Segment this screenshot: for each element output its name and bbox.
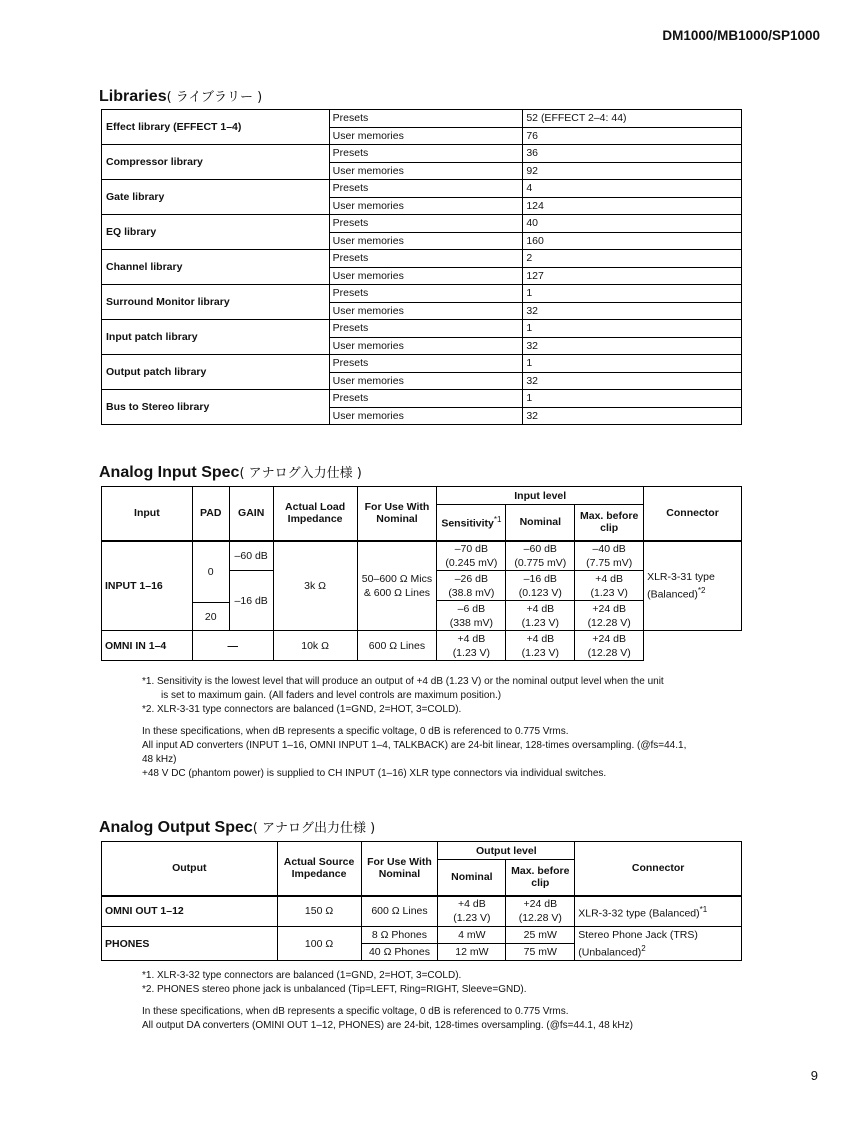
analog-output-title-en: Analog Output Spec xyxy=(99,819,253,836)
user-memories-value: 160 xyxy=(523,232,742,250)
r3-s: –6 dB xyxy=(457,602,486,615)
presets-value: 2 xyxy=(523,250,742,268)
presets-value: 4 xyxy=(523,180,742,198)
library-name: Surround Monitor library xyxy=(102,285,330,320)
pad-0: 0 xyxy=(192,541,229,603)
hdr-nominal-use: For Use With Nominal xyxy=(357,487,437,541)
analog-output-title xyxy=(99,817,375,837)
hdr-sensitivity-text: Sensitivity xyxy=(441,517,494,530)
presets-label: Presets xyxy=(329,110,523,128)
presets-value: 1 xyxy=(523,355,742,373)
r1-s2: (0.245 mV) xyxy=(445,556,498,569)
r2-m2: (1.23 V) xyxy=(590,586,628,599)
omni-m: +24 dB xyxy=(592,632,626,645)
omni-n2: (1.23 V) xyxy=(521,646,559,659)
r3-sensitivity xyxy=(437,601,506,631)
phones-conn-mark: 2 xyxy=(641,943,646,953)
phones-conn-text: Stereo Phone Jack (TRS) xyxy=(578,928,698,941)
input-note-4: All input AD converters (INPUT 1–16, OMNI INPUT 1–4, TALKBACK) are 24-bit linear, 128-times oversampling. (@fs=44.1, xyxy=(142,740,687,751)
r1-m2: (7.75 mV) xyxy=(586,556,633,569)
phones-8-max: 25 mW xyxy=(506,927,575,944)
r1-n2: (0.775 mV) xyxy=(514,556,567,569)
library-row xyxy=(102,110,742,128)
phones-conn xyxy=(575,927,742,961)
omni-out-use: 600 Ω Lines xyxy=(361,896,438,927)
presets-label: Presets xyxy=(329,180,523,198)
hdr-gain: GAIN xyxy=(229,487,273,541)
r2-s: –26 dB xyxy=(454,572,488,585)
library-name: Bus to Stereo library xyxy=(102,390,330,425)
user-memories-value: 127 xyxy=(523,267,742,285)
r3-m: +24 dB xyxy=(592,602,626,615)
user-memories-label: User memories xyxy=(329,162,523,180)
library-row xyxy=(102,285,742,303)
phones-40-nominal: 12 mW xyxy=(438,944,506,961)
omni-in-max xyxy=(575,631,644,661)
input-note-2: *2. XLR-3-31 type connectors are balanced (1=GND, 2=HOT, 3=COLD). xyxy=(142,704,462,715)
r2-m: +4 dB xyxy=(595,572,624,585)
analog-input-title-en: Analog Input Spec xyxy=(99,464,240,481)
input-note-4b: 48 kHz) xyxy=(142,754,177,765)
page-number: 9 xyxy=(810,1068,818,1083)
input-1-16: INPUT 1–16 xyxy=(102,541,193,631)
r3-m2: (12.28 V) xyxy=(587,616,631,629)
hdr-sensitivity-mark: *1 xyxy=(493,515,502,524)
user-memories-value: 32 xyxy=(523,407,742,425)
omni-out-conn-text: XLR-3-32 type (Balanced) xyxy=(578,907,700,919)
library-name: Channel library xyxy=(102,250,330,285)
presets-value: 52 (EFFECT 2–4: 44) xyxy=(523,110,742,128)
omni-in-pad: — xyxy=(192,631,273,661)
phones-40-max: 75 mW xyxy=(506,944,575,961)
phones-conn-unbal: (Unbalanced) xyxy=(578,946,642,959)
input-note-5: +48 V DC (phantom power) is supplied to CH INPUT (1–16) XLR type connectors via individual switches. xyxy=(142,768,607,779)
libraries-title xyxy=(99,86,262,106)
libraries-title-jp: ( ライブラリー ) xyxy=(166,90,263,105)
out-hdr-output-level: Output level xyxy=(438,842,575,860)
r1-nominal xyxy=(506,541,575,571)
r2-nominal xyxy=(506,571,575,601)
library-name: Compressor library xyxy=(102,145,330,180)
r3-nominal xyxy=(506,601,575,631)
out-hdr-nominal: Nominal xyxy=(438,860,506,896)
r2-max xyxy=(575,571,644,601)
presets-label: Presets xyxy=(329,215,523,233)
user-memories-label: User memories xyxy=(329,407,523,425)
out-hdr-output: Output xyxy=(102,842,278,896)
user-memories-label: User memories xyxy=(329,337,523,355)
phones-40-use: 40 Ω Phones xyxy=(361,944,438,961)
output-note-1: *1. XLR-3-32 type connectors are balanced (1=GND, 2=HOT, 3=COLD). xyxy=(142,970,462,981)
analog-input-title-jp: ( アナログ入力仕様 ) xyxy=(239,466,362,481)
omni-in-use: 600 Ω Lines xyxy=(357,631,437,661)
libraries-title-en: Libraries xyxy=(99,88,167,105)
library-row xyxy=(102,250,742,268)
omni-in-nominal xyxy=(506,631,575,661)
analog-input-notes xyxy=(142,675,686,781)
conn-input-bal: (Balanced) xyxy=(647,588,698,601)
presets-label: Presets xyxy=(329,145,523,163)
presets-label: Presets xyxy=(329,320,523,338)
user-memories-label: User memories xyxy=(329,267,523,285)
presets-value: 40 xyxy=(523,215,742,233)
phones: PHONES xyxy=(102,927,278,961)
phones-8-nominal: 4 mW xyxy=(438,927,506,944)
user-memories-label: User memories xyxy=(329,127,523,145)
omni-in-sensitivity xyxy=(437,631,506,661)
user-memories-value: 92 xyxy=(523,162,742,180)
omni-out-max xyxy=(506,896,575,927)
page-header-model: DM1000/MB1000/SP1000 xyxy=(662,28,820,43)
input-note-3: In these specifications, when dB represents a specific voltage, 0 dB is referenced to 0.775 Vrms. xyxy=(142,726,569,737)
pad-20: 20 xyxy=(192,603,229,631)
presets-value: 1 xyxy=(523,285,742,303)
r1-sensitivity xyxy=(437,541,506,571)
out-hdr-max: Max. before clip xyxy=(506,860,575,896)
r3-s2: (338 mV) xyxy=(449,616,493,629)
hdr-input-level: Input level xyxy=(437,487,644,505)
analog-output-notes xyxy=(142,969,633,1033)
library-name: EQ library xyxy=(102,215,330,250)
user-memories-label: User memories xyxy=(329,197,523,215)
analog-input-table xyxy=(101,486,742,661)
omni-out-conn xyxy=(575,896,742,927)
presets-label: Presets xyxy=(329,250,523,268)
r2-sensitivity xyxy=(437,571,506,601)
library-row xyxy=(102,145,742,163)
conn-input-type: XLR-3-31 type xyxy=(647,571,715,583)
r2-n2: (0.123 V) xyxy=(518,586,562,599)
library-row xyxy=(102,320,742,338)
out-hdr-connector: Connector xyxy=(575,842,742,896)
phones-imp: 100 Ω xyxy=(277,927,361,961)
omni-in: OMNI IN 1–4 xyxy=(102,631,193,661)
presets-value: 36 xyxy=(523,145,742,163)
r1-n: –60 dB xyxy=(523,542,557,555)
analog-output-title-jp: ( アナログ出力仕様 ) xyxy=(252,821,376,836)
r3-max xyxy=(575,601,644,631)
output-note-2: *2. PHONES stereo phone jack is unbalanced (Tip=LEFT, Ring=RIGHT, Sleeve=GND). xyxy=(142,984,527,995)
hdr-max: Max. before clip xyxy=(575,505,644,541)
out-hdr-impedance: Actual Source Impedance xyxy=(277,842,361,896)
output-note-3: In these specifications, when dB represents a specific voltage, 0 dB is referenced to 0.775 Vrms. xyxy=(142,1006,569,1017)
library-row xyxy=(102,215,742,233)
omni-out-m2: (12.28 V) xyxy=(518,912,562,925)
r2-n: –16 dB xyxy=(523,572,557,585)
libraries-table xyxy=(101,109,742,425)
omni-out: OMNI OUT 1–12 xyxy=(102,896,278,927)
library-name: Output patch library xyxy=(102,355,330,390)
presets-label: Presets xyxy=(329,355,523,373)
library-row xyxy=(102,180,742,198)
hdr-sensitivity xyxy=(437,505,506,541)
user-memories-value: 76 xyxy=(523,127,742,145)
user-memories-label: User memories xyxy=(329,302,523,320)
user-memories-value: 32 xyxy=(523,337,742,355)
library-row xyxy=(102,390,742,408)
library-name: Effect library (EFFECT 1–4) xyxy=(102,110,330,145)
user-memories-value: 124 xyxy=(523,197,742,215)
analog-output-table xyxy=(101,841,742,961)
presets-label: Presets xyxy=(329,285,523,303)
hdr-connector: Connector xyxy=(644,487,742,541)
omni-out-imp: 150 Ω xyxy=(277,896,361,927)
gain-m60: –60 dB xyxy=(229,541,273,571)
input-note-1: *1. Sensitivity is the lowest level that will produce an output of +4 dB (1.23 V) or the nominal output level when the unit xyxy=(142,676,664,687)
imp-input: 3k Ω xyxy=(273,541,357,631)
out-hdr-nominal-use: For Use With Nominal xyxy=(361,842,438,896)
omni-s2: (1.23 V) xyxy=(452,646,491,659)
user-memories-value: 32 xyxy=(523,372,742,390)
user-memories-label: User memories xyxy=(329,372,523,390)
library-name: Gate library xyxy=(102,180,330,215)
analog-input-title xyxy=(99,462,362,482)
conn-input xyxy=(644,541,742,631)
presets-value: 1 xyxy=(523,390,742,408)
use-input: 50–600 Ω Mics & 600 Ω Lines xyxy=(357,541,437,631)
hdr-nominal: Nominal xyxy=(506,505,575,541)
hdr-impedance: Actual Load Impedance xyxy=(273,487,357,541)
phones-8-use: 8 Ω Phones xyxy=(361,927,438,944)
omni-out-nominal xyxy=(438,896,506,927)
r2-s2: (38.8 mV) xyxy=(448,586,495,599)
omni-n: +4 dB xyxy=(526,632,555,645)
omni-out-n: +4 dB xyxy=(458,898,486,911)
omni-s: +4 dB xyxy=(457,632,486,645)
presets-label: Presets xyxy=(329,390,523,408)
user-memories-label: User memories xyxy=(329,232,523,250)
user-memories-value: 32 xyxy=(523,302,742,320)
omni-out-m: +24 dB xyxy=(523,898,558,911)
hdr-pad: PAD xyxy=(192,487,229,541)
r1-m: –40 dB xyxy=(592,542,626,555)
output-note-4: All output DA converters (OMINI OUT 1–12, PHONES) are 24-bit, 128-times oversampling. (@fs=44.1, 48 kHz) xyxy=(142,1020,633,1031)
omni-in-imp: 10k Ω xyxy=(273,631,357,661)
library-name: Input patch library xyxy=(102,320,330,355)
r3-n2: (1.23 V) xyxy=(521,616,559,629)
library-row xyxy=(102,355,742,373)
omni-out-conn-mark: *1 xyxy=(699,904,708,914)
r1-s: –70 dB xyxy=(454,542,488,555)
gain-m16: –16 dB xyxy=(229,571,273,631)
omni-m2: (12.28 V) xyxy=(587,646,631,659)
omni-out-n2: (1.23 V) xyxy=(453,912,491,925)
conn-input-mark: *2 xyxy=(697,586,706,595)
r1-max xyxy=(575,541,644,571)
input-note-1b: is set to maximum gain. (All faders and level controls are maximum position.) xyxy=(161,690,502,701)
r3-n: +4 dB xyxy=(526,602,555,615)
hdr-input: Input xyxy=(102,487,193,541)
presets-value: 1 xyxy=(523,320,742,338)
